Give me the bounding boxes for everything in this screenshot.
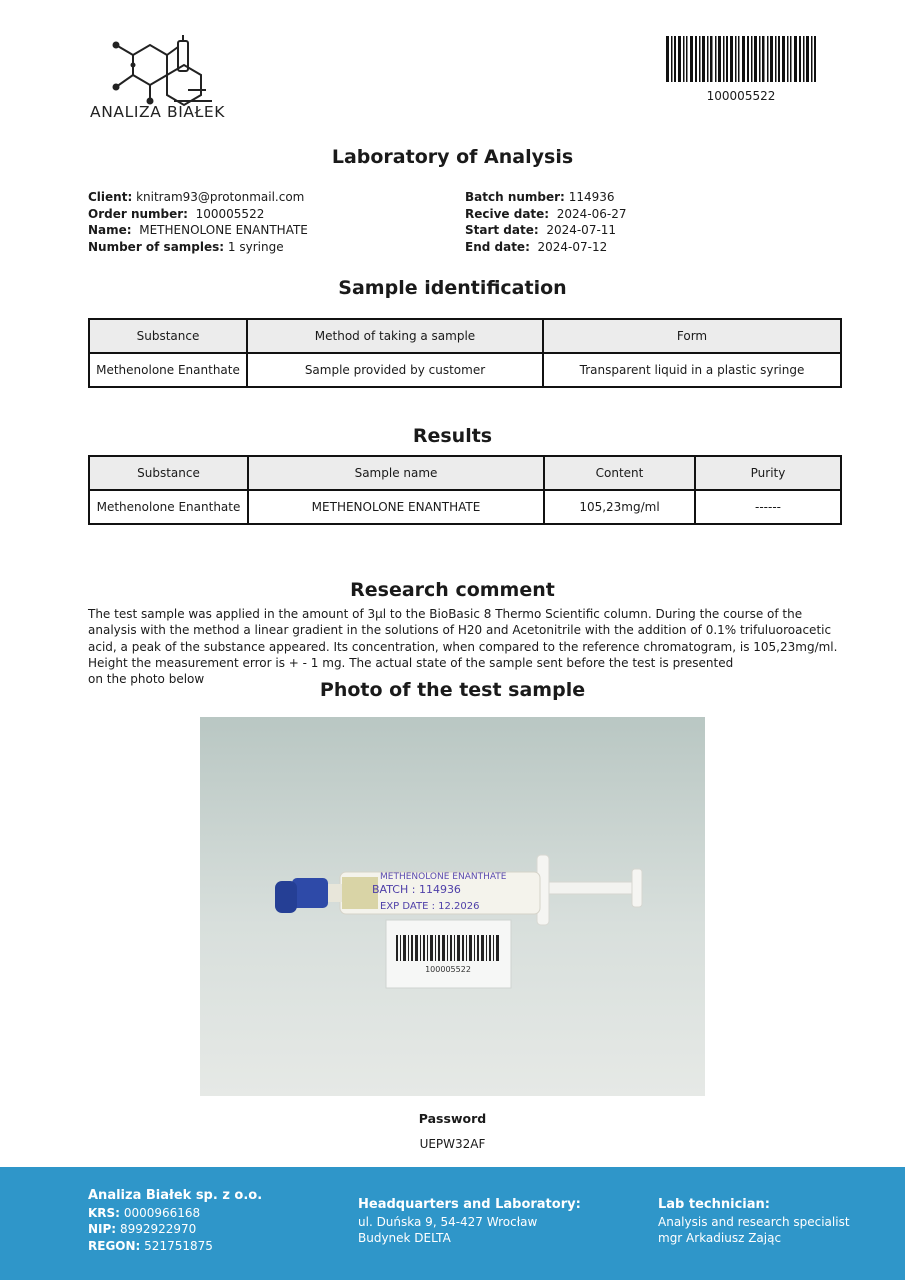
table-row bbox=[89, 353, 841, 387]
footer bbox=[0, 1167, 905, 1280]
table-header-row bbox=[89, 319, 841, 353]
page-title: Laboratory of Analysis bbox=[331, 146, 574, 168]
tech-role: Analysis and research specialist bbox=[658, 1214, 850, 1229]
table-header-cell: Substance bbox=[89, 319, 247, 353]
sample-identification-table bbox=[88, 318, 842, 388]
krs-value: 0000966168 bbox=[123, 1205, 201, 1220]
table-header-cell: Sample name bbox=[248, 456, 544, 490]
company-name: Analiza Białek sp. z o.o. bbox=[88, 1188, 263, 1203]
regon-value: 521751875 bbox=[144, 1238, 213, 1253]
tag-number: 100005522 bbox=[425, 965, 471, 974]
table-header-cell: Substance bbox=[89, 456, 248, 490]
start-value: 2024-07-11 bbox=[546, 223, 617, 237]
tech-name: mgr Arkadiusz Zając bbox=[658, 1231, 782, 1245]
syringe-label-line3: EXP DATE : 12.2026 bbox=[380, 901, 480, 912]
table-header-cell: Purity bbox=[695, 456, 841, 490]
results-table bbox=[88, 455, 842, 525]
table-cell: Sample provided by customer bbox=[247, 353, 543, 387]
regon-label: REGON: bbox=[88, 1238, 141, 1253]
footer-lab-technician bbox=[658, 1197, 850, 1247]
table-row bbox=[89, 490, 841, 524]
samples-value: 1 syringe bbox=[227, 239, 284, 254]
table-header-cell: Method of taking a sample bbox=[247, 319, 543, 353]
table-cell: Transparent liquid in a plastic syringe bbox=[543, 353, 841, 387]
hq-building: Budynek DELTA bbox=[358, 1231, 451, 1245]
hq-address: ul. Duńska 9, 54-427 Wrocław bbox=[358, 1214, 538, 1229]
batch-value: 114936 bbox=[568, 190, 615, 204]
order-label: Order number: bbox=[88, 206, 188, 221]
table-cell: Methenolone Enanthate bbox=[89, 353, 247, 387]
barcode-icon bbox=[666, 36, 816, 82]
client-label: Client: bbox=[88, 190, 133, 204]
nip-value: 8992922970 bbox=[119, 1222, 197, 1236]
research-comment-title: Research comment bbox=[350, 579, 555, 601]
tech-title: Lab technician: bbox=[658, 1197, 770, 1212]
end-label: End date: bbox=[465, 239, 530, 254]
footer-company-info bbox=[88, 1188, 262, 1254]
receive-label: Recive date: bbox=[465, 206, 550, 221]
password-label: Password bbox=[418, 1111, 487, 1126]
table-cell: ------ bbox=[695, 490, 841, 524]
results-title: Results bbox=[412, 425, 493, 447]
research-comment-text bbox=[88, 606, 868, 687]
comment-line: Height the measurement error is + - 1 mg. The actual state of the sample sent before the test is presented bbox=[88, 655, 734, 670]
barcode-tag bbox=[386, 920, 511, 988]
test-sample-photo bbox=[200, 717, 705, 1096]
comment-line: on the photo below bbox=[88, 672, 205, 687]
order-value: 100005522 bbox=[195, 206, 265, 221]
receive-value: 2024-06-27 bbox=[556, 206, 627, 221]
batch-label: Batch number: bbox=[465, 190, 565, 204]
table-cell: Methenolone Enanthate bbox=[89, 490, 248, 524]
table-header-cell: Content bbox=[544, 456, 695, 490]
nip-label: NIP: bbox=[88, 1222, 117, 1236]
table-cell: METHENOLONE ENANTHATE bbox=[248, 490, 544, 524]
logo-text: ANALIZA BIAŁEK bbox=[90, 103, 226, 121]
name-value: METHENOLONE ENANTHATE bbox=[139, 223, 308, 237]
syringe-label-line1: METHENOLONE ENANTHATE bbox=[380, 872, 507, 882]
comment-line: acid, a peak of the substance appeared. Its concentration, when compared to the reference chromatogram, is 105,23mg/ml. bbox=[88, 639, 838, 654]
comment-line: analysis with the method a linear gradient in the solutions of H20 and Acetonitrile with the addition of 0.1% trifuluoroacetic bbox=[88, 623, 832, 638]
photo-title: Photo of the test sample bbox=[319, 679, 586, 701]
table-cell: 105,23mg/ml bbox=[544, 490, 695, 524]
hq-title: Headquarters and Laboratory: bbox=[358, 1197, 581, 1212]
table-header-cell: Form bbox=[543, 319, 841, 353]
footer-headquarters bbox=[358, 1197, 581, 1247]
batch-info bbox=[465, 189, 627, 255]
comment-line: The test sample was applied in the amount of 3μl to the BioBasic 8 Thermo Scientific column. During the course of the bbox=[88, 607, 803, 621]
table-header-row bbox=[89, 456, 841, 490]
end-value: 2024-07-12 bbox=[537, 239, 608, 254]
krs-label: KRS: bbox=[88, 1205, 120, 1220]
sample-identification-title: Sample identification bbox=[338, 277, 567, 299]
client-value: knitram93@protonmail.com bbox=[136, 190, 305, 204]
client-info bbox=[88, 189, 308, 255]
barcode-number: 100005522 bbox=[706, 89, 776, 103]
syringe-label-line2: BATCH : 114936 bbox=[372, 883, 461, 896]
password-value: UEPW32AF bbox=[419, 1137, 486, 1151]
name-label: Name: bbox=[88, 223, 132, 237]
samples-label: Number of samples: bbox=[88, 239, 225, 254]
start-label: Start date: bbox=[465, 223, 539, 237]
